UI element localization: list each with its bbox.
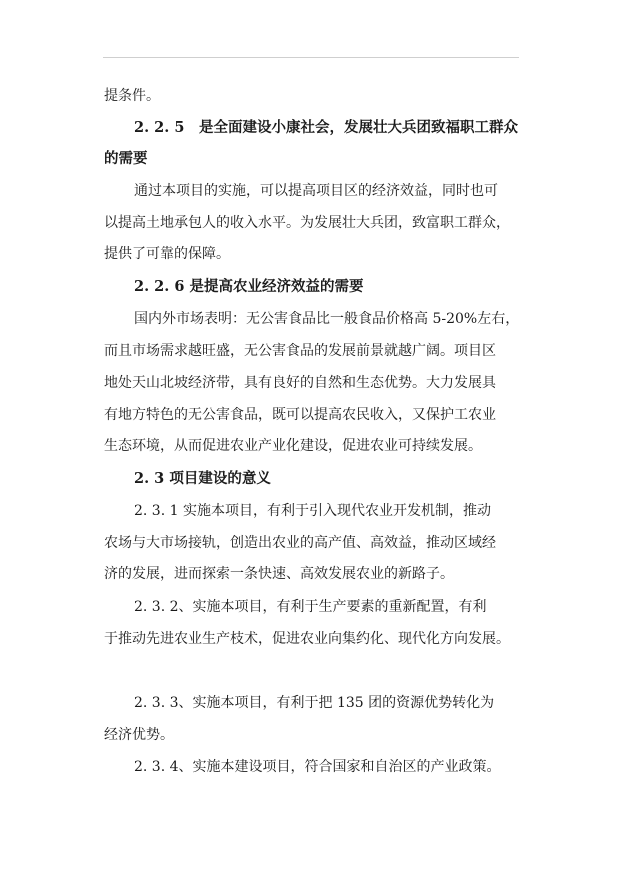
text-line-12: 生态环境，从而促进农业产业化建设，促进农业可持续发展。	[104, 438, 482, 454]
section-heading-2-2-6: 2. 2. 6 是提高农业经济效益的需要	[134, 278, 364, 295]
text-line-18: 于推动先进农业生产枝术，促进农业向集约化、现代化方向发展。	[104, 631, 510, 647]
text-line-11: 有地方特色的无公害食品，既可以提高农民收入，又保护工农业	[104, 407, 496, 423]
text-line-16: 济的发展，进而探索一条快速、高效发展农业的新路子。	[104, 566, 454, 582]
text-line-4: 通过本项目的实施，可以提高项目区的经济效益，同时也可	[134, 183, 498, 199]
header-rule	[103, 57, 519, 58]
text-line-20: 经济优势。	[104, 727, 174, 743]
text-line-8: 国内外市场表明：无公害食品比一般食品价格高 5-20%左右，	[134, 311, 520, 327]
text-line-21: 2. 3. 4、实施本建设项目，符合国家和自治区的产业政策。	[134, 759, 501, 775]
text-line-19: 2. 3. 3、实施本项目，有利于把 135 团的资源优势转化为	[134, 695, 495, 711]
text-line-5: 以提高土地承包人的收入水平。为发展壮大兵团，致富职工群众，	[104, 215, 510, 231]
text-line-17: 2. 3. 2、实施本项目，有利于生产要素的重新配置，有利	[134, 599, 487, 615]
text-line-15: 农场与大市场接轨，创造出农业的高产值、高效益，推动区域经	[104, 535, 496, 551]
text-line-1: 提条件。	[104, 88, 160, 104]
text-line-14: 2. 3. 1 实施本项目，有利于引入现代农业开发机制，推动	[134, 503, 491, 519]
text-line-9: 而且市场需求越旺盛，无公害食品的发展前景就越广阔。项目区	[104, 343, 496, 359]
section-heading-2-2-5-cont: 的需要	[104, 150, 148, 167]
text-line-10: 地处天山北坡经济带，具有良好的自然和生态优势。大力发展具	[104, 375, 496, 391]
section-heading-2-2-5: 2. 2. 5 是全面建设小康社会，发展壮大兵团致福职工群众	[134, 119, 518, 136]
text-line-6: 提供了可靠的保障。	[104, 246, 230, 262]
section-heading-2-3: 2. 3 项目建设的意义	[134, 470, 271, 487]
